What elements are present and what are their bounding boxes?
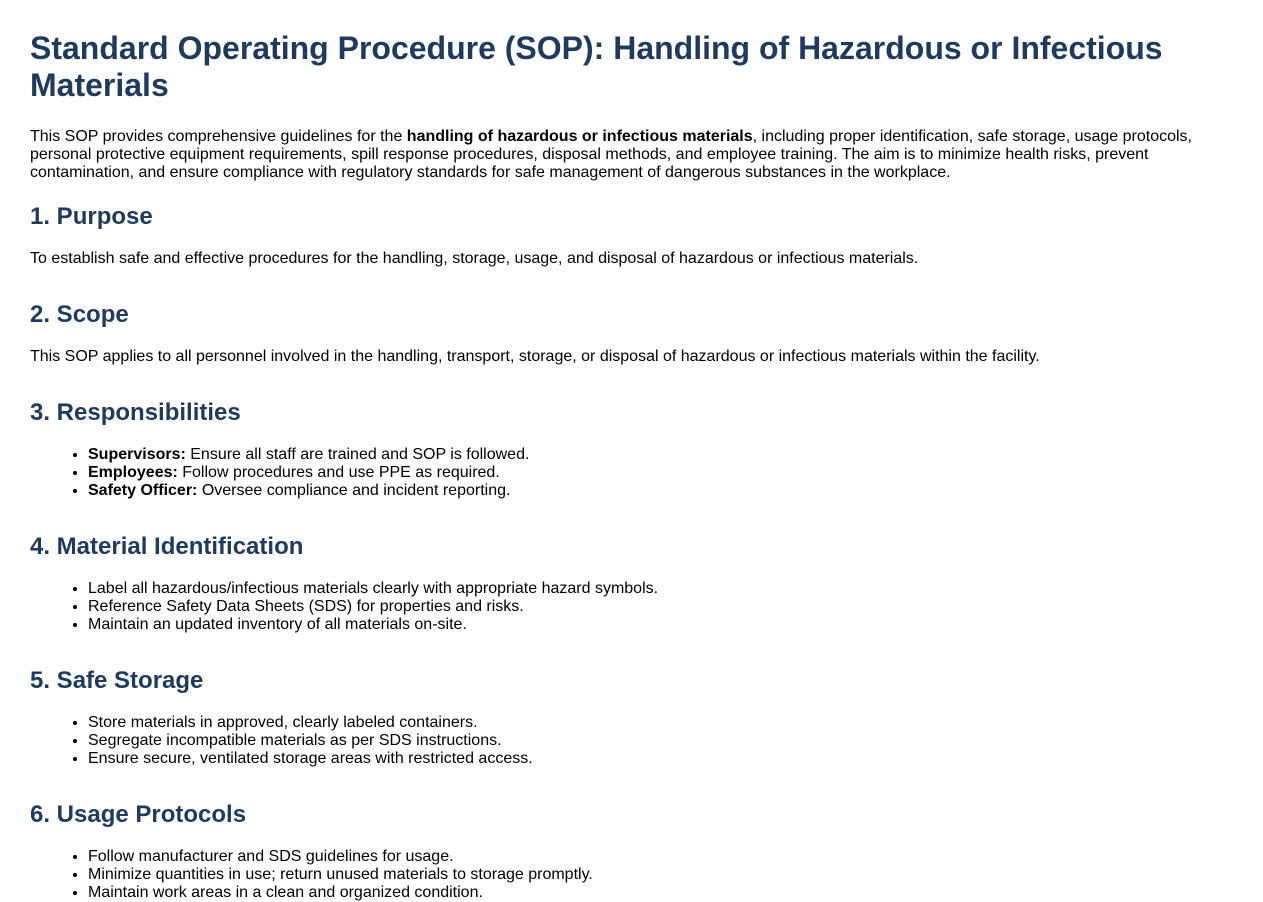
role-label: Safety Officer: <box>88 482 198 499</box>
list-item: • Store materials in approved, clearly labeled containers. <box>88 714 1233 732</box>
list-item <box>88 446 1233 464</box>
section-scope <box>30 301 1233 366</box>
section-responsibilities <box>30 399 1233 500</box>
role-description: Ensure all staff are trained and SOP is followed. <box>185 446 530 463</box>
role-label: Supervisors: <box>88 446 186 463</box>
list-item: • Maintain an updated inventory of all materials on-site. <box>88 616 1233 634</box>
responsibilities-list <box>30 446 1233 500</box>
list-item <box>88 464 1233 482</box>
section-heading: 4. Material Identification <box>30 533 304 560</box>
page-title: Standard Operating Procedure (SOP): Handling of Hazardous or Infectious Materials <box>30 30 1163 103</box>
section-text: This SOP applies to all personnel involved in the handling, transport, storage, or disposal of hazardous or infectious materials within the facility. <box>30 348 1040 365</box>
storage-list <box>30 714 1233 768</box>
section-heading: 1. Purpose <box>30 203 153 230</box>
usage-list <box>30 848 1233 902</box>
list-item: • Segregate incompatible materials as per SDS instructions. <box>88 732 1233 750</box>
intro-emphasis: handling of hazardous or infectious materials <box>406 128 753 145</box>
section-heading: 5. Safe Storage <box>30 667 204 694</box>
intro-text-end: , including proper identification, safe storage, usage protocols, personal protective equipment requirements, spill response procedures, disposal methods, and employee training. The aim is to minimize health risks, prevent contamination, and ensure compliance with regulatory standards for safe management of dangerous substances in the workplace. <box>30 128 1192 181</box>
section-usage-protocols <box>30 801 1233 902</box>
identification-list <box>30 580 1233 634</box>
list-item: • Follow manufacturer and SDS guidelines for usage. <box>88 848 1233 866</box>
section-purpose <box>30 203 1233 268</box>
intro-paragraph <box>30 128 1233 182</box>
list-item: • Minimize quantities in use; return unused materials to storage promptly. <box>88 866 1233 884</box>
section-safe-storage <box>30 667 1233 768</box>
list-item: • Maintain work areas in a clean and organized condition. <box>88 884 1233 902</box>
role-label: Employees: <box>88 464 178 481</box>
section-heading: 3. Responsibilities <box>30 399 241 426</box>
role-description: Follow procedures and use PPE as required. <box>177 464 500 481</box>
section-heading: 6. Usage Protocols <box>30 801 247 828</box>
list-item <box>88 482 1233 500</box>
intro-text-start: This SOP provides comprehensive guidelines for the <box>30 128 407 145</box>
list-item: • Reference Safety Data Sheets (SDS) for properties and risks. <box>88 598 1233 616</box>
role-description: Oversee compliance and incident reporting. <box>197 482 511 499</box>
list-item: • Label all hazardous/infectious materials clearly with appropriate hazard symbols. <box>88 580 1233 598</box>
section-text: To establish safe and effective procedures for the handling, storage, usage, and disposal of hazardous or infectious materials. <box>30 250 919 267</box>
section-material-identification <box>30 533 1233 634</box>
list-item: • Ensure secure, ventilated storage areas with restricted access. <box>88 750 1233 768</box>
section-heading: 2. Scope <box>30 301 129 328</box>
